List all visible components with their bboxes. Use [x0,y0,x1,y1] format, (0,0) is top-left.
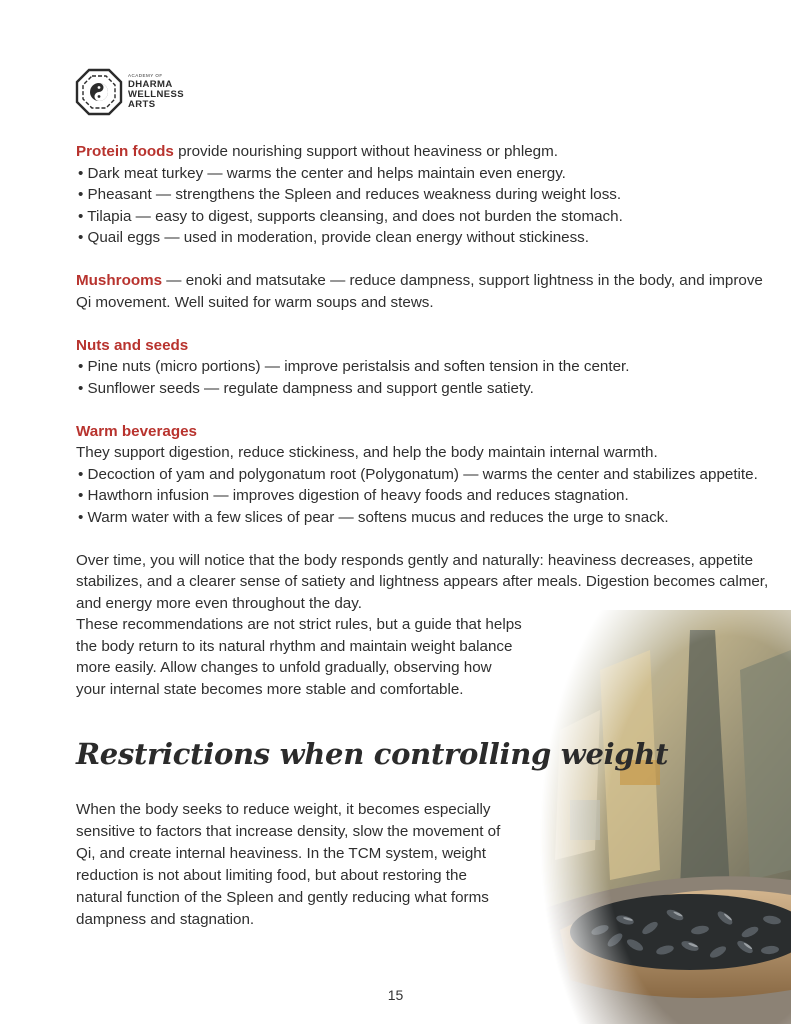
protein-title: Protein foods [76,143,174,160]
page-number: 15 [387,987,404,1003]
logo-line-2: DHARMA [128,79,173,91]
protein-intro-text: provide nourishing support without heaviness or phlegm. [173,143,559,160]
mushrooms-text: — enoki and matsutake — reduce dampness, support lightness in the body, and improve Qi movement. Well suited for warm soups and stews. [76,272,763,311]
beverages-item: • Hawthorn infusion — improves digestion of heavy foods and reduces stagnation. [78,487,629,504]
beverages-item: • Decoction of yam and polygonatum root (Polygonatum) — warms the center and stabilizes appetite. [78,465,758,483]
summary-line-4: more easily. Allow changes to unfold gradually, observing how [76,659,492,676]
nuts-item: • Sunflower seeds — regulate dampness and support gentle satiety. [78,379,534,397]
summary-line-5: your internal state becomes more stable and comfortable. [76,680,464,698]
nuts-title: Nuts and seeds [76,336,189,354]
bagua-yin-yang-icon [75,68,123,116]
beverages-intro: They support digestion, reduce stickiness, and help the body maintain internal warmth. [76,444,658,461]
section-paragraph: When the body seeks to reduce weight, it becomes especially sensitive to factors that increase density, slow the movement of Qi, and create internal heaviness. In the TCM system, weight reduction is not about limiting food, but about restoring the natural function of the Spleen and gently reducing what forms dampness and stagnation. [76,801,501,928]
nuts-item: • Pine nuts (micro portions) — improve peristalsis and soften tension in the center. [78,358,630,375]
protein-item: • Dark meat turkey — warms the center and helps maintain even energy. [78,164,566,182]
summary-line-3: the body return to its natural rhythm and maintain weight balance [76,637,513,655]
summary-line-1: Over time, you will notice that the body responds gently and naturally: heaviness decreases, appetite stabilizes, and a clearer sense of satiety and lightness appears after meals. Digestion becomes calmer, and energy more even throughout the day. [76,551,769,612]
beverages-item: • Warm water with a few slices of pear — softens mucus and reduces the urge to snack. [78,508,669,526]
academy-logo [75,68,184,116]
beverages-title: Warm beverages [76,422,197,440]
mushrooms-paragraph [76,270,776,313]
mushrooms-title: Mushrooms [76,272,163,289]
protein-intro [76,141,776,163]
seeds-bowl-painting [540,610,791,1024]
logo-line-4: ARTS [128,99,156,111]
logo-line-1: ACADEMY OF [128,72,163,78]
protein-item: • Pheasant — strengthens the Spleen and reduces weakness during weight loss. [78,186,622,203]
protein-item: • Quail eggs — used in moderation, provide clean energy without stickiness. [78,229,589,246]
logo-line-3: WELLNESS [128,89,184,101]
section-heading: Restrictions when controlling weight [76,737,669,771]
summary-line-2: These recommendations are not strict rules, but a guide that helps [76,616,522,633]
protein-item: • Tilapia — easy to digest, supports cleansing, and does not burden the stomach. [78,207,623,225]
